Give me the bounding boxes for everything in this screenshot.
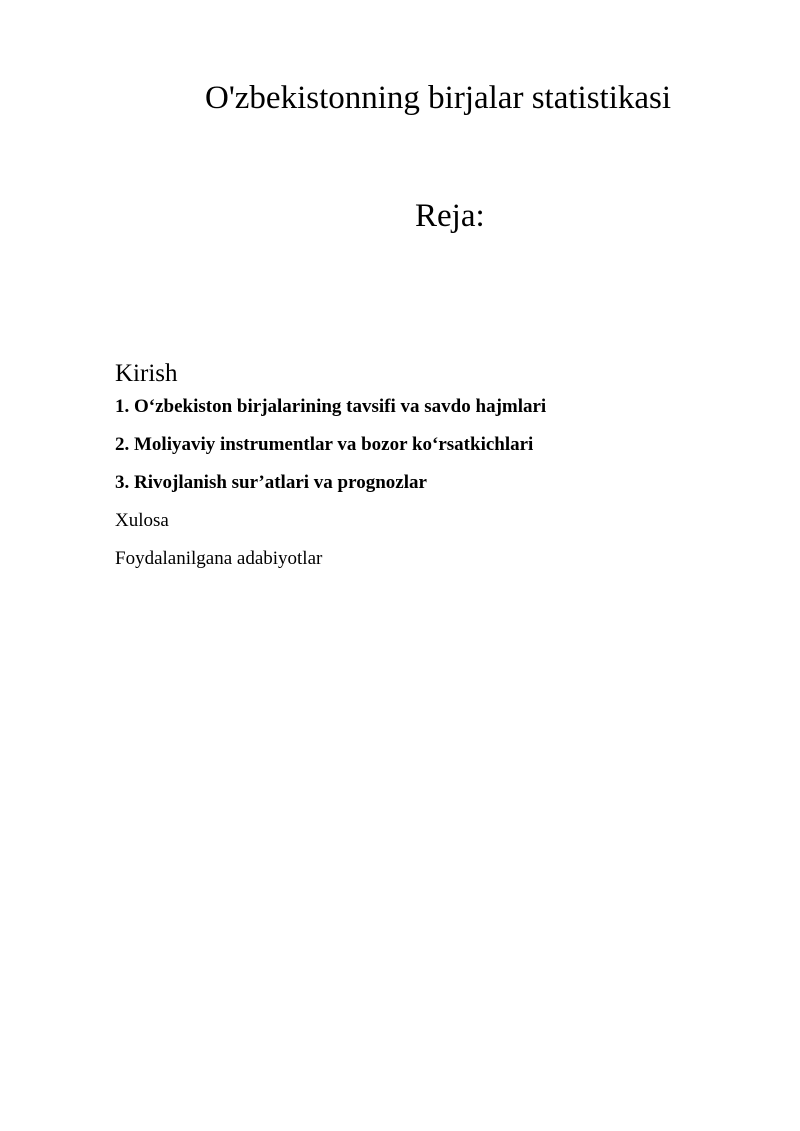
plan-heading: Reja: (415, 198, 485, 234)
plan-item-references: Foydalanilgana adabiyotlar (115, 548, 323, 569)
plan-section-3: 3. Rivojlanish sur’atlari va prognozlar (115, 472, 427, 493)
plan-list (115, 357, 755, 585)
plan-item-conclusion: Xulosa (115, 510, 169, 531)
plan-section-2: 2. Moliyaviy instrumentlar va bozor ko‘rsatkichlari (115, 434, 534, 455)
plan-section-1: 1. O‘zbekiston birjalarining tavsifi va savdo hajmlari (115, 396, 547, 417)
document-title: O'zbekistonning birjalar statistikasi (205, 80, 672, 116)
plan-item-intro: Kirish (115, 360, 178, 387)
